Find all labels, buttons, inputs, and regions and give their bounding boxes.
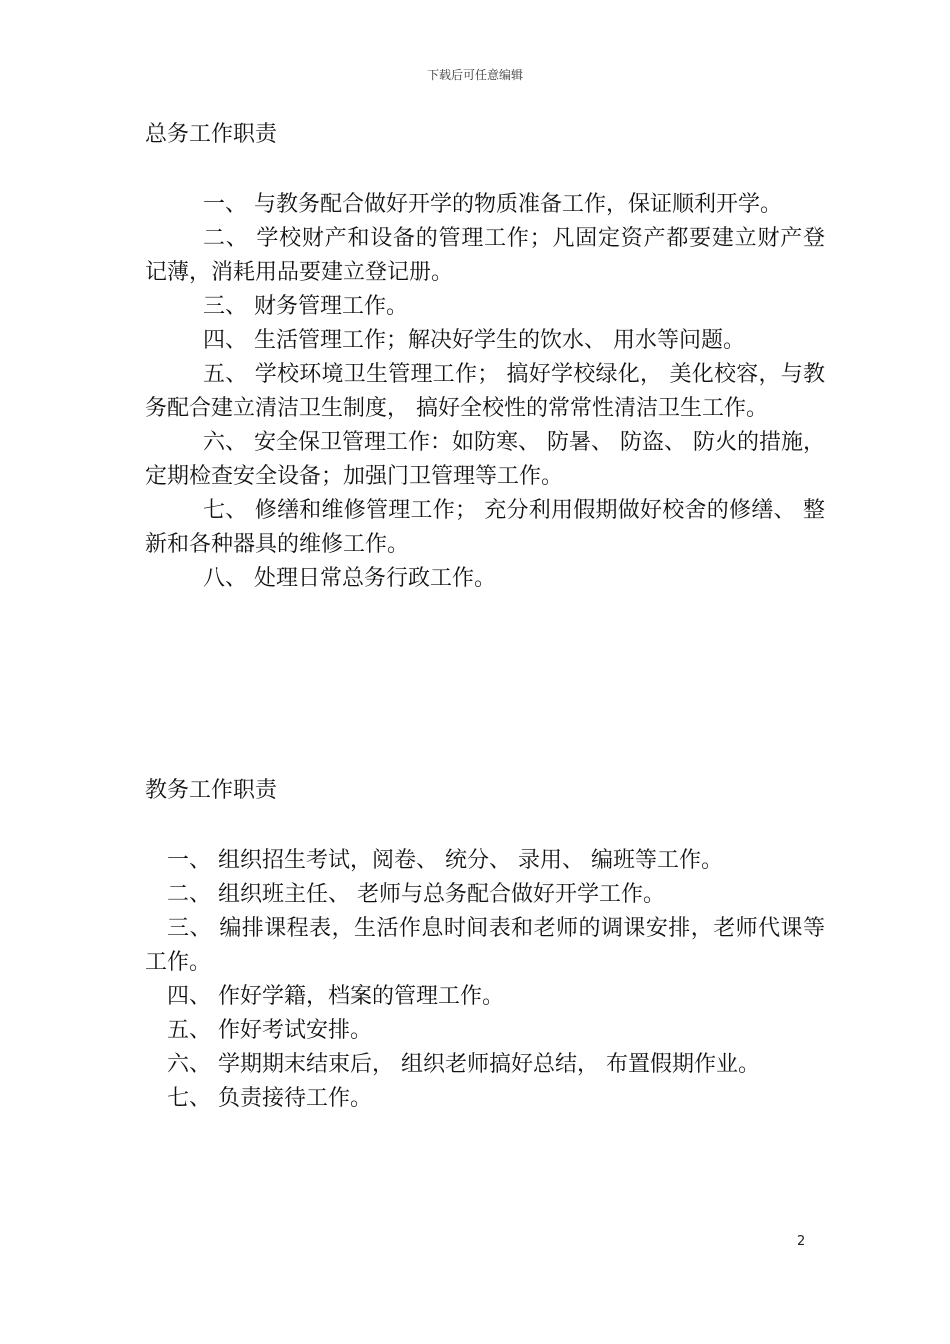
list-item: 三、 财务管理工作。 <box>203 294 408 319</box>
teaching-affairs-section <box>145 776 825 1116</box>
list-item: 六、 安全保卫管理工作：如防寒、 防暑、 防盗、 防火的措施，定期检查安全设备；加强门卫管理等工作。 <box>145 430 825 489</box>
list-item: 二、 学校财产和设备的管理工作；凡固定资产都要建立财产登记薄，消耗用品要建立登记册。 <box>145 226 825 285</box>
general-affairs-section <box>145 120 825 596</box>
list-item: 七、 修缮和维修管理工作； 充分利用假期做好校舍的修缮、 整新和各种器具的维修工作。 <box>145 498 825 557</box>
list-item: 八、 处理日常总务行政工作。 <box>203 566 496 591</box>
list-item: 三、 编排课程表，生活作息时间表和老师的调课安排，老师代课等工作。 <box>145 916 825 975</box>
list-item: 一、 与教务配合做好开学的物质准备工作，保证顺利开学。 <box>203 192 782 217</box>
page-header: 下载后可任意编辑 <box>426 68 523 82</box>
list-item: 六、 学期期末结束后， 组织老师搞好总结， 布置假期作业。 <box>167 1052 760 1077</box>
list-item: 一、 组织招生考试，阅卷、 统分、 录用、 编班等工作。 <box>167 848 723 873</box>
list-item: 五、 作好考试安排。 <box>167 1018 372 1043</box>
section-title: 教务工作职责 <box>145 778 278 803</box>
section-title: 总务工作职责 <box>145 122 278 147</box>
page-number: 2 <box>797 1234 806 1249</box>
list-item: 二、 组织班主任、 老师与总务配合做好开学工作。 <box>167 882 665 907</box>
list-item: 七、 负责接待工作。 <box>167 1086 372 1111</box>
list-item: 四、 生活管理工作；解决好学生的饮水、 用水等问题。 <box>203 328 745 353</box>
list-item: 五、 学校环境卫生管理工作； 搞好学校绿化， 美化校容，与教务配合建立清洁卫生制度， 搞好全校性的常常性清洁卫生工作。 <box>145 362 825 421</box>
list-item: 四、 作好学籍，档案的管理工作。 <box>167 984 504 1009</box>
